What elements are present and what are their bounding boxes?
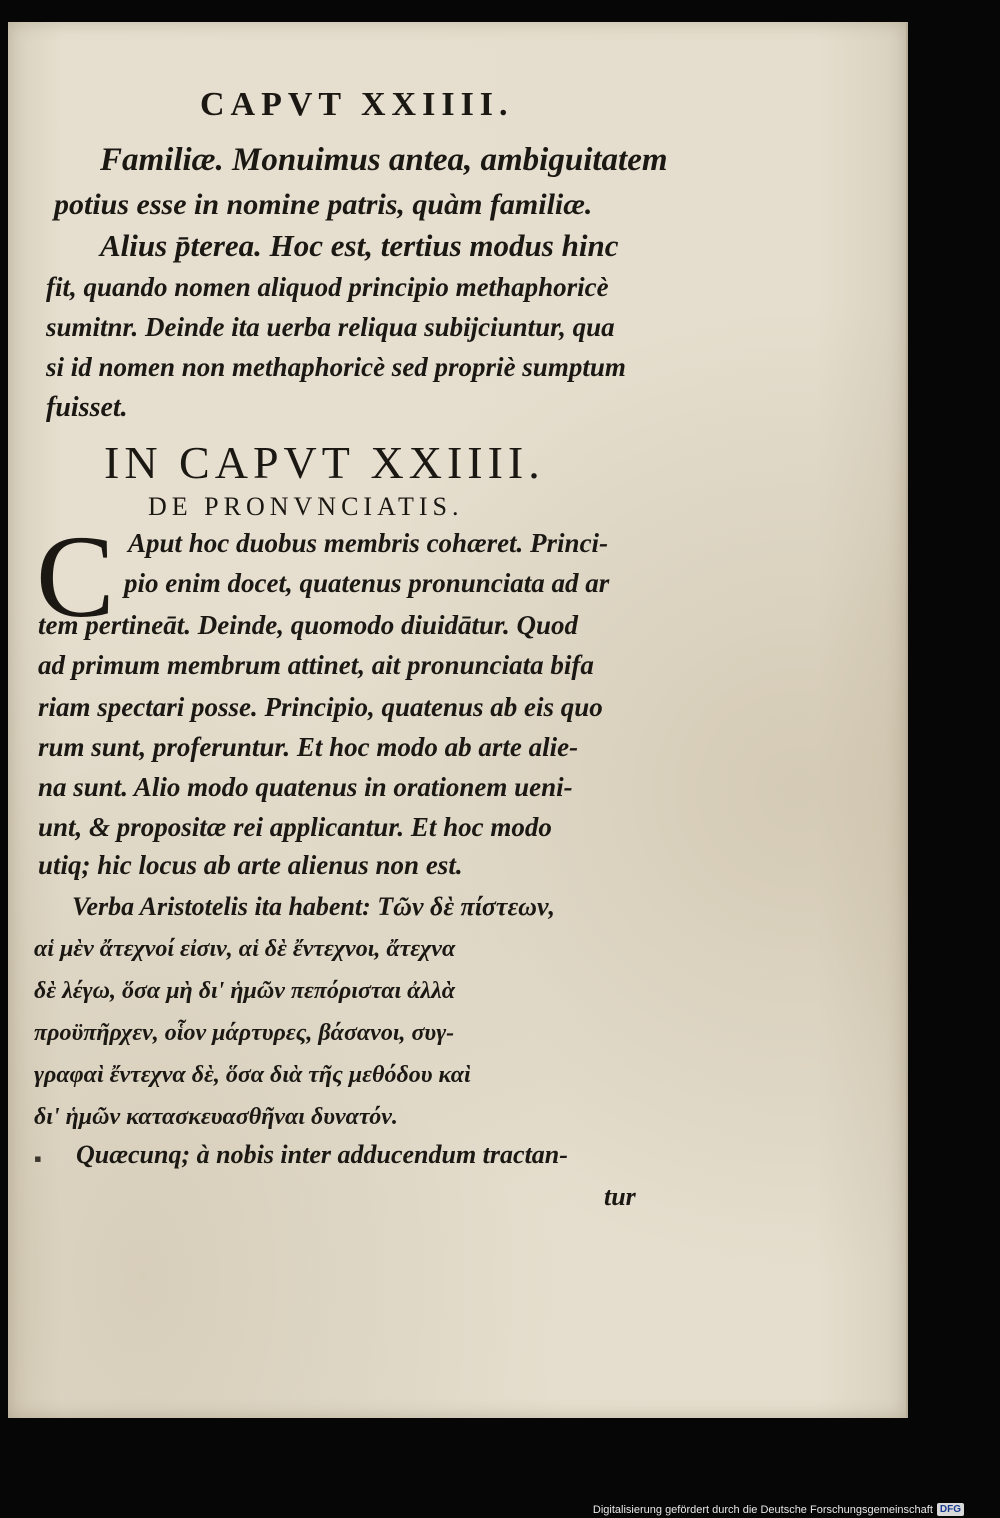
- greek-line: γραφαὶ ἔντεχνα δὲ, ὅσα διὰ τῆς μεθόδου καὶ: [34, 1062, 471, 1088]
- greek-line: δὲ λέγω, ὅσα μὴ δι' ἡμῶν πεπόρισται ἀλλὰ: [34, 978, 455, 1004]
- footer: [593, 1503, 964, 1516]
- chapter-heading: IN CAPVT XXIIII.: [104, 437, 545, 488]
- text-line: sumitnr. Deinde ita uerba reliqua subijciuntur, qua: [46, 312, 615, 342]
- body-line: pio enim docet, quatenus pronunciata ad ar: [124, 568, 610, 598]
- text-line: Familiæ. Monuimus antea, ambiguitatem: [100, 142, 668, 178]
- catchword: tur: [604, 1182, 636, 1211]
- body-line: tem pertineāt. Deinde, quomodo diuidātur. Quod: [38, 610, 579, 640]
- drop-cap: C: [36, 511, 115, 642]
- greek-line: δι' ἡμῶν κατασκευασθῆναι δυνατόν.: [34, 1104, 398, 1130]
- footer-text: Digitalisierung gefördert durch die Deutsche Forschungsgemeinschaft: [592, 1503, 933, 1516]
- margin-mark: ▪: [34, 1146, 42, 1171]
- greek-line: προϋπῆρχεν, οἷον μάρτυρες, βάσανοι, συγ-: [34, 1020, 455, 1046]
- body-line: ad primum membrum attinet, ait pronunciata bifa: [38, 650, 594, 680]
- body-line: Verba Aristotelis ita habent: Τῶν δὲ πίστεων,: [72, 892, 555, 921]
- body-line: Aput hoc duobus membris cohæret. Princi-: [128, 528, 609, 558]
- body-line: riam spectari posse. Principio, quatenus ab eis quo: [38, 692, 603, 722]
- text-line: fuisset.: [46, 392, 128, 423]
- text-line: Alius p̄terea. Hoc est, tertius modus hinc: [100, 228, 619, 263]
- text-line: potius esse in nomine patris, quàm familiæ.: [54, 188, 593, 221]
- dfg-logo: DFG: [937, 1503, 964, 1516]
- body-line: na sunt. Alio modo quatenus in orationem ueni-: [38, 772, 573, 802]
- text-line: si id nomen non methaphoricè sed propriè sumptum: [46, 352, 626, 382]
- greek-line: αἱ μὲν ἄτεχνοί εἰσιν, αἱ δὲ ἔντεχνοι, ἄτεχνα: [34, 936, 456, 962]
- text-line: fit, quando nomen aliquod principio methaphoricè: [46, 272, 609, 302]
- body-line: rum sunt, proferuntur. Et hoc modo ab arte alie-: [38, 732, 579, 762]
- body-line: unt, & propositæ rei applicantur. Et hoc modo: [38, 812, 552, 842]
- body-line: Quæcunq; à nobis inter adducendum tractan-: [76, 1140, 568, 1169]
- body-line: utiq; hic locus ab arte alienus non est.: [38, 850, 463, 880]
- running-head: CAPVT XXIIII.: [200, 86, 514, 123]
- chapter-subheading: DE PRONVNCIATIS.: [148, 492, 464, 521]
